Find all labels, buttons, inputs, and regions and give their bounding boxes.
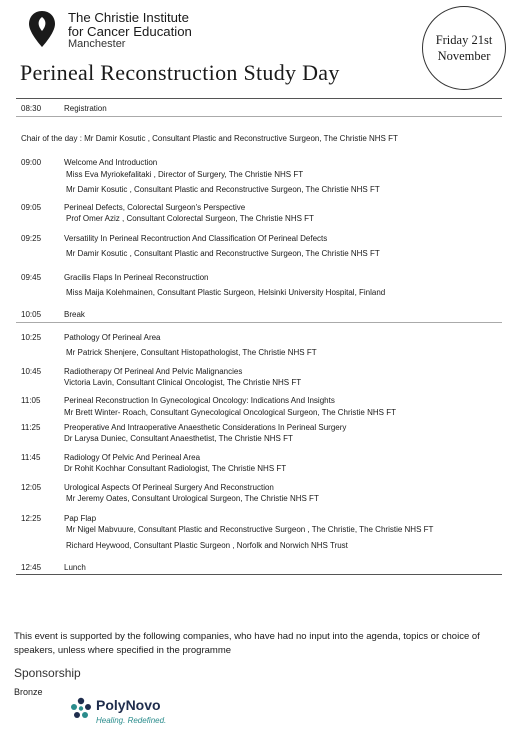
session-time: 12:45 [21, 563, 42, 572]
speaker: Prof Omer Aziz , Consultant Colorectal Surgeon, The Christie NHS FT [66, 214, 314, 223]
session-title: Pap Flap [64, 514, 97, 523]
speaker: Mr Patrick Shenjere, Consultant Histopathologist, The Christie NHS FT [66, 348, 317, 357]
session-title: Preoperative And Intraoperative Anaesthetic Considerations In Perineal Surgery [64, 423, 347, 432]
sponsor-disclaimer: This event is supported by the following companies, who have had no input into the agenda, topics or choice of speakers, unless where specified in the programme [14, 631, 480, 656]
session-title: Gracilis Flaps In Perineal Reconstruction [64, 273, 209, 282]
session-time: 09:25 [21, 234, 42, 243]
session-time: 11:25 [21, 423, 41, 432]
session-title: Welcome And Introduction [64, 158, 158, 167]
speaker: Miss Maija Kolehmainen, Consultant Plastic Surgeon, Helsinki University Hospital, Finland [66, 288, 386, 297]
christie-logo-icon [28, 10, 56, 48]
speaker: Mr Damir Kosutic , Consultant Plastic and Reconstructive Surgeon, The Christie NHS FT [66, 249, 380, 258]
session-title: Versatility In Perineal Recontruction And Classification Of Perineal Defects [64, 234, 328, 243]
session-time: 11:05 [21, 396, 41, 405]
speaker: Mr Brett Winter- Roach, Consultant Gynecological Oncological Surgeon, The Christie NHS FT [64, 408, 396, 417]
org-line-2: for Cancer Education [68, 23, 192, 39]
sponsorship-heading: Sponsorship [14, 666, 81, 680]
session-time: 09:00 [21, 158, 42, 167]
session-title: Urological Aspects Of Perineal Surgery And Reconstruction [64, 483, 274, 492]
sponsor-name: PolyNovo [96, 697, 161, 713]
session-time: 12:05 [21, 483, 42, 492]
sponsor-tagline: Healing. Redefined. [96, 716, 167, 725]
speaker: Mr Nigel Mabvuure, Consultant Plastic and Reconstructive Surgeon , The Christie, The Christie NHS FT [66, 525, 434, 534]
org-line-1: The Christie Institute [68, 10, 189, 25]
speaker: Dr Rohit Kochhar Consultant Radiologist, The Christie NHS FT [64, 464, 287, 473]
polynovo-logo-icon [70, 697, 92, 721]
session-time: 10:25 [21, 333, 42, 342]
session-title: Perineal Reconstruction In Gynecological Oncology: Indications And Insights [64, 396, 335, 405]
date-line-2: November [437, 49, 491, 63]
speaker: Mr Damir Kosutic , Consultant Plastic and Reconstructive Surgeon, The Christie NHS FT [66, 185, 380, 194]
divider [16, 116, 502, 117]
session-title: Break [64, 310, 85, 319]
speaker: Miss Eva Myriokefalitaki , Director of Surgery, The Christie NHS FT [66, 170, 304, 179]
organisation-name [68, 11, 192, 52]
divider [16, 322, 502, 323]
page-title: Perineal Reconstruction Study Day [20, 60, 340, 85]
session-title: Radiology Of Pelvic And Perineal Area [64, 453, 201, 462]
event-date-badge [422, 6, 506, 90]
speaker: Richard Heywood, Consultant Plastic Surgeon , Norfolk and Norwich NHS Trust [66, 541, 348, 550]
session-title: Radiotherapy Of Perineal And Pelvic Malignancies [64, 367, 243, 376]
speaker: Victoria Lavin, Consultant Clinical Oncologist, The Christie NHS FT [64, 378, 302, 387]
session-title: Lunch [64, 563, 86, 572]
session-title: Registration [64, 104, 107, 113]
divider [16, 98, 502, 99]
sponsor-tier: Bronze [14, 687, 43, 697]
session-time: 10:45 [21, 367, 42, 376]
session-time: 09:45 [21, 273, 42, 282]
speaker: Dr Larysa Duniec, Consultant Anaesthetist, The Christie NHS FT [64, 434, 293, 443]
session-time: 11:45 [21, 453, 41, 462]
divider [16, 574, 502, 575]
org-line-3: Manchester [68, 38, 126, 50]
session-time: 10:05 [21, 310, 42, 319]
date-line-1: Friday 21st [435, 33, 493, 47]
session-title: Perineal Defects, Colorectal Surgeon's Perspective [64, 203, 246, 212]
session-time: 12:25 [21, 514, 42, 523]
chair-of-day: Chair of the day : Mr Damir Kosutic , Consultant Plastic and Reconstructive Surgeon, The Christie NHS FT [21, 134, 398, 143]
speaker: Mr Jeremy Oates, Consultant Urological Surgeon, The Christie NHS FT [66, 494, 319, 503]
session-title: Pathology Of Perineal Area [64, 333, 161, 342]
session-time: 08:30 [21, 104, 42, 113]
session-time: 09:05 [21, 203, 42, 212]
